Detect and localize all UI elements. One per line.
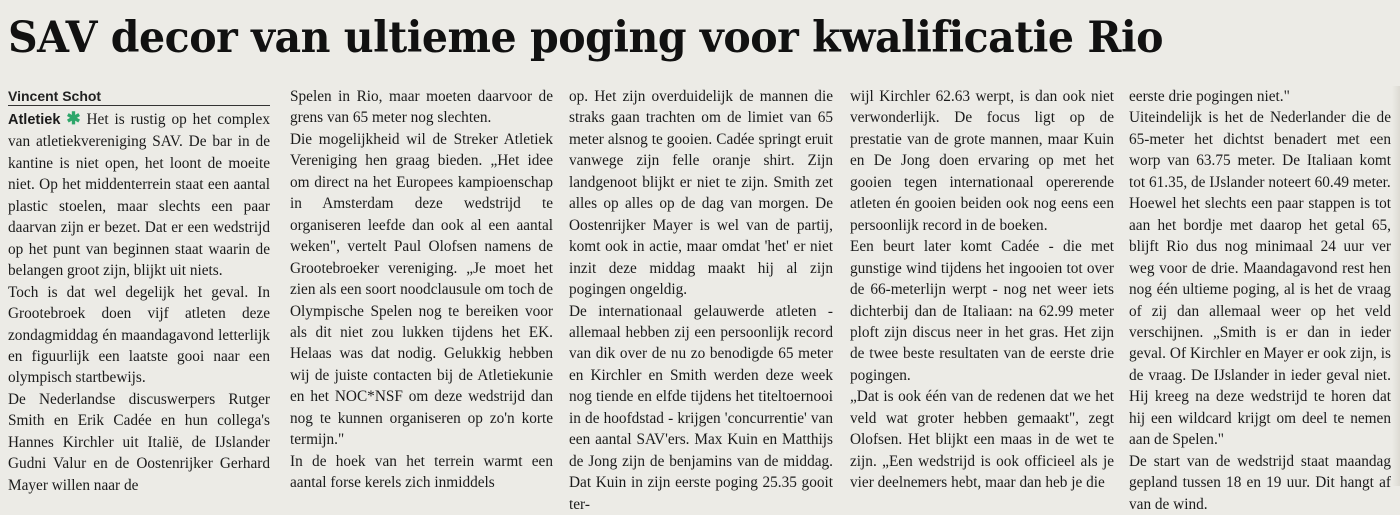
adjacent-page-edge bbox=[1392, 86, 1400, 486]
article-column-1 bbox=[8, 86, 270, 501]
article-column-3 bbox=[569, 86, 833, 513]
paragraph: Toch is dat wel degelijk het geval. In Grootebroek doen vijf atleten deze zondagmiddag én maandagavond letterlijk en figuurlijk een laatste gooi naar een olympisch startbewijs. bbox=[8, 283, 270, 387]
article-column-2 bbox=[290, 86, 553, 501]
paragraph: Hoewel het slechts een paar stappen is tot aan het bordje met daarop het getal 65, blijft Rio dus nog minimaal 24 uur ver weg voor de drie. Maandagavond rest hen nog één ultieme poging, al is het de vraag of zij dan allemaal weer op het veld verschijnen. „Smith is er dan in ieder geval. Of Kirchler en Mayer er ook zijn, is de vraag. De IJslander in ieder geval niet. Hij kreeg na deze wedstrijd te horen dat hij een wildcard krijgt om deel te nemen aan de Spelen." bbox=[1129, 195, 1391, 449]
paragraph: wijl Kirchler 62.63 werpt, is dan ook niet verwonderlijk. De focus ligt op de prestatie van de grote mannen, maar Kuin en De Jong doen ervaring op met het gooien tegen internationaal opererende atleten én gooien beiden ook nog eens een persoonlijk record in de boeken. bbox=[850, 88, 1114, 234]
paragraph: Spelen in Rio, maar moeten daarvoor de grens van 65 meter nog slechten. bbox=[290, 88, 553, 127]
byline: Vincent Schot bbox=[8, 88, 102, 104]
paragraph: De internationaal gelauwerde atleten - allemaal hebben zij een persoonlijk record van dik over de nu zo benodigde 65 meter en Kirchler en Smith werden deze week nog tiende en elfde tijdens het titeltoernooi in de hoofdstad - krijgen 'concurrentie' van een aantal SAV'ers. Max Kuin en Matthijs de Jong zijn de benjamins van de middag. Dat Kuin in zijn eerste poging 25.35 gooit ter- bbox=[569, 302, 833, 513]
paragraph: De start van de wedstrijd staat maandag gepland tussen 18 en 19 uur. Dit hangt af van de wind. bbox=[1129, 452, 1391, 513]
paragraph: Die mogelijkheid wil de Streker Atletiek Vereniging hen graag bieden. „Het idee om direct na het Europees kampioenschap in Amsterdam deze wedstrijd te organiseren leefde dan ook al een aantal weken", vertelt Paul Olofsen namens de Grootebroeker vereniging. „Je moet het zien als een soort noodclausule om toch de Olympische Spelen nog te bereiken voor als dit niet zou lukken tijdens het EK. Helaas was dat nodig. Gelukkig hebben wij de juiste contacten bij de Atletiekunie en het NOC*NSF om deze wedstrijd dan nog te kunnen organiseren op zo'n korte termijn." bbox=[290, 130, 553, 449]
article-column-4 bbox=[850, 86, 1114, 501]
paragraph: In de hoek van het terrein warmt een aantal forse kerels zich inmiddels bbox=[290, 452, 553, 492]
section-label: Atletiek bbox=[8, 112, 61, 128]
asterisk-icon: ✱ bbox=[66, 109, 81, 128]
paragraph: eerste drie pogingen niet." bbox=[1129, 88, 1290, 105]
paragraph-text: Het is rustig op het complex van atletiekvereniging SAV. De bar in de kantine is niet open, het loont de moeite niet. Op het middenterrein staat een aantal plastic stoelen, maar slechts een paar daarvan zijn er bezet. Dat er een wedstrijd op het punt van beginnen staat waarin de belangen groot zijn, blijkt uit niets. bbox=[8, 111, 270, 280]
paragraph: „Dat is ook één van de redenen dat we het veld wat groter hebben gemaakt", zegt Olofsen. Het blijkt een maas in de wet te zijn. „Een wedstrijd is ook officieel als je vier deelnemers hebt, maar dan heb je die bbox=[850, 388, 1114, 492]
paragraph: Een beurt later komt Cadée - die met gunstige wind tijdens het ingooien tot over de 66-meterlijn werpt - nog net weer iets dichterbij dan de Italiaan: na 62.99 meter ploft zijn discus neer in het gras. Het zijn de twee beste resultaten van de eerste drie pogingen. bbox=[850, 238, 1114, 384]
paragraph: op. Het zijn overduidelijk de mannen die straks gaan trachten om de limiet van 65 meter alsnog te gooien. Cadée springt eruit vanwege zijn felle oranje shirt. Zijn landgenoot blijkt er niet te zijn. Smith zet alles op alles op de dag van morgen. De Oostenrijker Mayer is wel van de partij, komt ook in actie, maar omdat 'het' er niet inzit deze middag maakt hij al zijn pogingen ongeldig. bbox=[569, 88, 833, 299]
paragraph: Uiteindelijk is het de Nederlander die de 65-meter het dichtst benadert met een worp van 63.75 meter. De Italiaan komt tot 61.35, de IJslander noteert 60.49 meter. bbox=[1129, 109, 1391, 191]
headline: SAV decor van ultieme poging voor kwalificatie Rio bbox=[8, 13, 1164, 63]
article-column-5 bbox=[1129, 86, 1391, 513]
byline-rule bbox=[8, 86, 270, 106]
paragraph: De Nederlandse discuswerpers Rutger Smith en Erik Cadée en hun collega's Hannes Kirchler uit Italië, de IJslander Gudni Valur en de Oostenrijker Gerhard Mayer willen naar de bbox=[8, 390, 270, 494]
paragraph bbox=[8, 108, 270, 282]
